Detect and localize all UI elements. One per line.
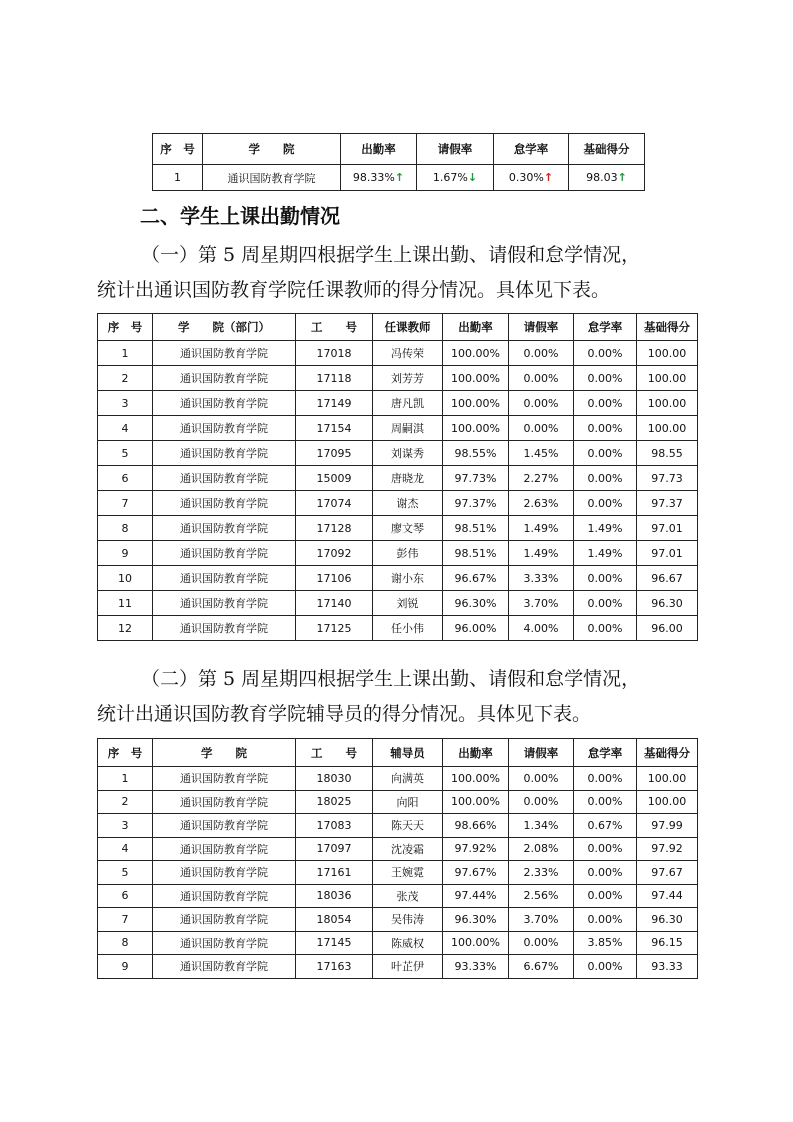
attendance-value: 97.44% xyxy=(443,884,509,908)
staff-id: 17140 xyxy=(296,591,373,616)
attendance-value: 96.67% xyxy=(443,566,509,591)
table-row xyxy=(98,908,698,932)
table-row xyxy=(98,491,698,516)
score-value: 100.00 xyxy=(637,790,698,814)
leave-value: 3.33% xyxy=(509,566,574,591)
person-name: 刘锐 xyxy=(373,591,443,616)
leave-value: 0.00% xyxy=(509,341,574,366)
attendance-value: 98.51% xyxy=(443,516,509,541)
truancy-value: 0.00% xyxy=(574,441,637,466)
college-summary-table xyxy=(152,133,645,191)
attendance-value: 100.00% xyxy=(443,341,509,366)
truancy-value: 0.00% xyxy=(574,366,637,391)
leave-value: 0.00% xyxy=(509,416,574,441)
college-name: 通识国防教育学院 xyxy=(153,366,296,391)
college-name: 通识国防教育学院 xyxy=(153,814,296,838)
college-name: 通识国防教育学院 xyxy=(153,861,296,885)
attendance-value: 100.00% xyxy=(443,416,509,441)
person-name: 张茂 xyxy=(373,884,443,908)
staff-id: 18036 xyxy=(296,884,373,908)
truancy-value: 0.00% xyxy=(574,861,637,885)
leave-cell xyxy=(417,165,494,191)
staff-id: 17106 xyxy=(296,566,373,591)
row-number: 9 xyxy=(98,955,153,979)
score-value: 97.44 xyxy=(637,884,698,908)
college-name: 通识国防教育学院 xyxy=(153,591,296,616)
college-name: 通识国防教育学院 xyxy=(153,884,296,908)
person-name: 周嗣淇 xyxy=(373,416,443,441)
college-name: 通识国防教育学院 xyxy=(153,955,296,979)
leave-value: 3.70% xyxy=(509,908,574,932)
attendance-value: 96.30% xyxy=(443,591,509,616)
row-number: 1 xyxy=(153,165,203,191)
column-header: 工 号 xyxy=(296,314,373,341)
score-value: 97.37 xyxy=(637,491,698,516)
attendance-value: 100.00% xyxy=(443,790,509,814)
staff-id: 17163 xyxy=(296,955,373,979)
attendance-cell xyxy=(341,165,417,191)
score-value: 98.03 xyxy=(586,171,618,184)
row-number: 5 xyxy=(98,441,153,466)
table-row xyxy=(98,861,698,885)
person-name: 陈威权 xyxy=(373,931,443,955)
person-name: 吴伟涛 xyxy=(373,908,443,932)
staff-id: 18025 xyxy=(296,790,373,814)
leave-value: 2.56% xyxy=(509,884,574,908)
score-value: 100.00 xyxy=(637,366,698,391)
paragraph-text: （一）第 5 周星期四根据学生上课出勤、请假和怠学情况， xyxy=(141,244,641,266)
row-number: 6 xyxy=(98,884,153,908)
college-name: 通识国防教育学院 xyxy=(153,566,296,591)
row-number: 6 xyxy=(98,466,153,491)
table-row xyxy=(98,884,698,908)
leave-value: 4.00% xyxy=(509,616,574,641)
person-name: 谢小东 xyxy=(373,566,443,591)
row-number: 2 xyxy=(98,366,153,391)
staff-id: 15009 xyxy=(296,466,373,491)
arrow-down-icon: ↓ xyxy=(467,171,478,184)
column-header: 基础得分 xyxy=(637,314,698,341)
college-name: 通识国防教育学院 xyxy=(153,908,296,932)
row-number: 3 xyxy=(98,814,153,838)
score-value: 100.00 xyxy=(637,767,698,791)
column-header: 请假率 xyxy=(509,739,574,767)
column-header: 学 院 xyxy=(203,134,341,165)
table-row xyxy=(98,516,698,541)
person-name: 向满英 xyxy=(373,767,443,791)
truancy-value: 0.00% xyxy=(574,955,637,979)
column-header: 出勤率 xyxy=(443,739,509,767)
column-header: 序 号 xyxy=(98,739,153,767)
staff-id: 18054 xyxy=(296,908,373,932)
staff-id: 17125 xyxy=(296,616,373,641)
college-name: 通识国防教育学院 xyxy=(153,767,296,791)
paragraph-counselors xyxy=(97,662,697,732)
staff-id: 17145 xyxy=(296,931,373,955)
table-row xyxy=(153,165,645,191)
arrow-up-icon: ↑ xyxy=(617,171,627,184)
college-name: 通识国防教育学院 xyxy=(153,541,296,566)
person-name: 刘芳芳 xyxy=(373,366,443,391)
score-value: 96.15 xyxy=(637,931,698,955)
truancy-value: 0.00% xyxy=(574,884,637,908)
attendance-value: 100.00% xyxy=(443,391,509,416)
column-header: 序 号 xyxy=(153,134,203,165)
counselor-score-table xyxy=(97,738,698,979)
leave-value: 2.08% xyxy=(509,837,574,861)
staff-id: 17118 xyxy=(296,366,373,391)
staff-id: 17128 xyxy=(296,516,373,541)
college-name: 通识国防教育学院 xyxy=(153,416,296,441)
score-value: 93.33 xyxy=(637,955,698,979)
leave-value: 1.34% xyxy=(509,814,574,838)
staff-id: 17074 xyxy=(296,491,373,516)
attendance-value: 98.66% xyxy=(443,814,509,838)
attendance-value: 97.73% xyxy=(443,466,509,491)
arrow-up-icon: ↑ xyxy=(543,171,554,184)
truancy-value: 0.00% xyxy=(574,416,637,441)
person-name: 廖文琴 xyxy=(373,516,443,541)
row-number: 3 xyxy=(98,391,153,416)
table-header-row xyxy=(98,314,698,341)
person-name: 唐晓龙 xyxy=(373,466,443,491)
score-value: 97.73 xyxy=(637,466,698,491)
column-header: 学 院 xyxy=(153,739,296,767)
truancy-value: 0.00% xyxy=(574,837,637,861)
teacher-score-table xyxy=(97,313,698,641)
staff-id: 17097 xyxy=(296,837,373,861)
leave-value: 2.63% xyxy=(509,491,574,516)
truancy-value: 0.00% xyxy=(574,466,637,491)
attendance-value: 100.00% xyxy=(443,767,509,791)
arrow-up-icon: ↑ xyxy=(394,171,405,184)
score-value: 96.30 xyxy=(637,908,698,932)
score-value: 98.55 xyxy=(637,441,698,466)
column-header: 请假率 xyxy=(417,134,494,165)
score-cell xyxy=(569,165,645,191)
leave-value: 1.45% xyxy=(509,441,574,466)
person-name: 叶芷伊 xyxy=(373,955,443,979)
leave-value: 0.00% xyxy=(509,391,574,416)
row-number: 12 xyxy=(98,616,153,641)
college-name: 通识国防教育学院 xyxy=(153,341,296,366)
staff-id: 17095 xyxy=(296,441,373,466)
college-name: 通识国防教育学院 xyxy=(153,616,296,641)
score-value: 97.92 xyxy=(637,837,698,861)
score-value: 96.00 xyxy=(637,616,698,641)
staff-id: 17161 xyxy=(296,861,373,885)
truancy-value: 3.85% xyxy=(574,931,637,955)
table-row xyxy=(98,955,698,979)
truancy-value: 0.00% xyxy=(574,591,637,616)
table-row xyxy=(98,541,698,566)
staff-id: 18030 xyxy=(296,767,373,791)
paragraph-line xyxy=(97,662,697,697)
truancy-cell xyxy=(494,165,569,191)
score-value: 100.00 xyxy=(637,416,698,441)
attendance-value: 100.00% xyxy=(443,366,509,391)
leave-value: 3.70% xyxy=(509,591,574,616)
score-value: 97.99 xyxy=(637,814,698,838)
person-name: 彭伟 xyxy=(373,541,443,566)
row-number: 10 xyxy=(98,566,153,591)
staff-id: 17092 xyxy=(296,541,373,566)
table-row xyxy=(98,391,698,416)
section-heading: 二、学生上课出勤情况 xyxy=(140,204,340,228)
truancy-value: 0.00% xyxy=(574,391,637,416)
college-name: 通识国防教育学院 xyxy=(153,790,296,814)
column-header: 基础得分 xyxy=(569,134,645,165)
table-row xyxy=(98,591,698,616)
column-header: 怠学率 xyxy=(574,314,637,341)
column-header: 出勤率 xyxy=(341,134,417,165)
college-name: 通识国防教育学院 xyxy=(153,931,296,955)
table-row xyxy=(98,366,698,391)
staff-id: 17018 xyxy=(296,341,373,366)
column-header: 辅导员 xyxy=(373,739,443,767)
table-row xyxy=(98,416,698,441)
truancy-value: 1.49% xyxy=(574,541,637,566)
college-name: 通识国防教育学院 xyxy=(153,491,296,516)
truancy-value: 0.00% xyxy=(574,341,637,366)
college-name: 通识国防教育学院 xyxy=(153,466,296,491)
score-value: 96.67 xyxy=(637,566,698,591)
person-name: 陈天天 xyxy=(373,814,443,838)
row-number: 1 xyxy=(98,767,153,791)
column-header: 基础得分 xyxy=(637,739,698,767)
attendance-value: 97.37% xyxy=(443,491,509,516)
column-header: 出勤率 xyxy=(443,314,509,341)
column-header: 请假率 xyxy=(509,314,574,341)
table-row xyxy=(98,566,698,591)
truancy-value: 0.67% xyxy=(574,814,637,838)
column-header: 怠学率 xyxy=(574,739,637,767)
truancy-value: 0.00% xyxy=(574,491,637,516)
attendance-value: 100.00% xyxy=(443,931,509,955)
truancy-value: 0.30% xyxy=(508,171,544,184)
paragraph-line: 统计出通识国防教育学院任课教师的得分情况。具体见下表。 xyxy=(97,279,611,301)
college-name: 通识国防教育学院 xyxy=(203,165,341,191)
teacher-table-body xyxy=(98,341,698,641)
table-row xyxy=(98,837,698,861)
row-number: 9 xyxy=(98,541,153,566)
leave-value: 1.49% xyxy=(509,516,574,541)
score-value: 100.00 xyxy=(637,341,698,366)
college-name: 通识国防教育学院 xyxy=(153,837,296,861)
leave-value: 1.49% xyxy=(509,541,574,566)
table-header-row xyxy=(98,739,698,767)
table-row xyxy=(98,767,698,791)
row-number: 5 xyxy=(98,861,153,885)
row-number: 4 xyxy=(98,416,153,441)
staff-id: 17083 xyxy=(296,814,373,838)
leave-value: 0.00% xyxy=(509,767,574,791)
row-number: 1 xyxy=(98,341,153,366)
row-number: 2 xyxy=(98,790,153,814)
person-name: 向阳 xyxy=(373,790,443,814)
leave-value: 2.33% xyxy=(509,861,574,885)
truancy-value: 0.00% xyxy=(574,790,637,814)
person-name: 唐凡凯 xyxy=(373,391,443,416)
table-row xyxy=(98,790,698,814)
table-row xyxy=(98,931,698,955)
score-value: 97.01 xyxy=(637,516,698,541)
paragraph-teachers xyxy=(97,238,697,308)
truancy-value: 0.00% xyxy=(574,767,637,791)
score-value: 96.30 xyxy=(637,591,698,616)
row-number: 7 xyxy=(98,491,153,516)
staff-id: 17149 xyxy=(296,391,373,416)
person-name: 任小伟 xyxy=(373,616,443,641)
attendance-value: 98.55% xyxy=(443,441,509,466)
row-number: 8 xyxy=(98,516,153,541)
truancy-value: 1.49% xyxy=(574,516,637,541)
table-header-row xyxy=(153,134,645,165)
table-row xyxy=(98,441,698,466)
score-value: 97.67 xyxy=(637,861,698,885)
counselor-table-body xyxy=(98,767,698,979)
person-name: 刘谋秀 xyxy=(373,441,443,466)
score-value: 97.01 xyxy=(637,541,698,566)
table-row xyxy=(98,814,698,838)
attendance-value: 98.33% xyxy=(352,171,395,184)
leave-value: 0.00% xyxy=(509,931,574,955)
column-header: 任课教师 xyxy=(373,314,443,341)
person-name: 王婉霓 xyxy=(373,861,443,885)
attendance-value: 97.92% xyxy=(443,837,509,861)
college-name: 通识国防教育学院 xyxy=(153,516,296,541)
leave-value: 0.00% xyxy=(509,790,574,814)
leave-value: 1.67% xyxy=(432,171,468,184)
score-value: 100.00 xyxy=(637,391,698,416)
attendance-value: 96.30% xyxy=(443,908,509,932)
college-name: 通识国防教育学院 xyxy=(153,391,296,416)
paragraph-line: 统计出通识国防教育学院辅导员的得分情况。具体见下表。 xyxy=(97,703,592,725)
attendance-value: 98.51% xyxy=(443,541,509,566)
attendance-value: 96.00% xyxy=(443,616,509,641)
paragraph-line xyxy=(97,238,697,273)
college-name: 通识国防教育学院 xyxy=(153,441,296,466)
row-number: 7 xyxy=(98,908,153,932)
table-row xyxy=(98,616,698,641)
row-number: 8 xyxy=(98,931,153,955)
person-name: 沈凌霜 xyxy=(373,837,443,861)
truancy-value: 0.00% xyxy=(574,566,637,591)
person-name: 谢杰 xyxy=(373,491,443,516)
row-number: 4 xyxy=(98,837,153,861)
row-number: 11 xyxy=(98,591,153,616)
column-header: 序 号 xyxy=(98,314,153,341)
truancy-value: 0.00% xyxy=(574,908,637,932)
paragraph-text: （二）第 5 周星期四根据学生上课出勤、请假和怠学情况， xyxy=(141,668,641,690)
leave-value: 2.27% xyxy=(509,466,574,491)
leave-value: 6.67% xyxy=(509,955,574,979)
column-header: 工 号 xyxy=(296,739,373,767)
leave-value: 0.00% xyxy=(509,366,574,391)
attendance-value: 97.67% xyxy=(443,861,509,885)
column-header: 学 院（部门） xyxy=(153,314,296,341)
truancy-value: 0.00% xyxy=(574,616,637,641)
table-row xyxy=(98,466,698,491)
staff-id: 17154 xyxy=(296,416,373,441)
person-name: 冯传荣 xyxy=(373,341,443,366)
column-header: 怠学率 xyxy=(494,134,569,165)
table-row xyxy=(98,341,698,366)
attendance-value: 93.33% xyxy=(443,955,509,979)
